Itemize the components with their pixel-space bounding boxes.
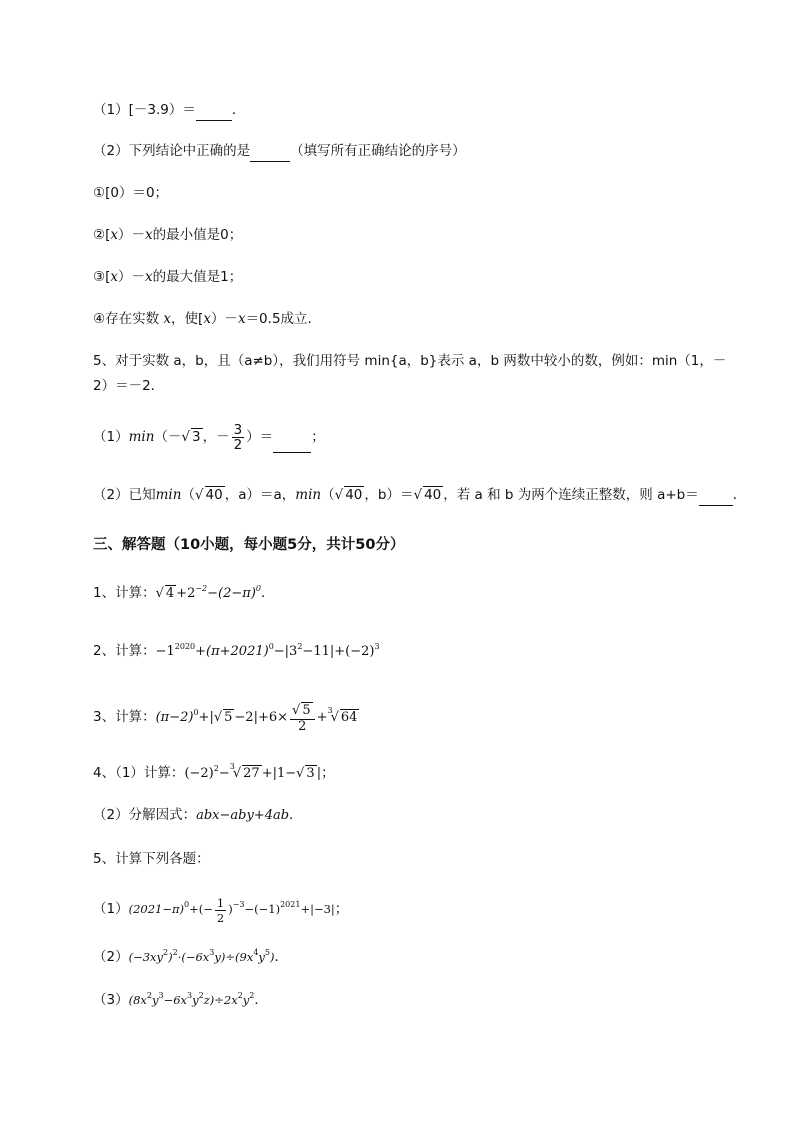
sqrt-4: 4 (165, 586, 175, 601)
sqrt-40: 40 (205, 487, 223, 503)
conclusion-3: ③[x）－x的最大值是1； (93, 269, 243, 285)
cbrt-27: 27 (243, 766, 260, 781)
sqrt-40: 40 (424, 487, 442, 503)
q5-part2: （2）已知min（√ 40 ，a）＝a，min（√ 40 ，b）＝√ 40 ，若 a 和 b 为两个连续正整数，则 a+b＝ ． (93, 485, 746, 506)
calc-4-part1: 4、（1）计算：$(-2)^2-^3√$ 27 +|1−√ 3 |； (93, 762, 335, 781)
calc-3: 3、计算：$(\pi-2)^0+|√$ 5 −2|+6× $\frac{√ 5}{2}$ +$^3$√ 64 (93, 702, 358, 734)
part-1-question: （1）[－3.9）＝ ． (93, 100, 245, 121)
cbrt-64: 64 (340, 710, 358, 725)
conclusion-2: ②[x）－x的最小值是0； (93, 227, 243, 243)
fraction-3-over-2: $\frac{3}{2}$ (233, 421, 243, 453)
sqrt-3: 3 (192, 429, 201, 445)
answer-blank[interactable] (250, 141, 290, 162)
calc-1: 1、计算：√ $4 +2^{-2}-(2-\pi)^0$． (93, 584, 275, 601)
answer-blank[interactable] (273, 422, 311, 453)
sqrt-3: 3 (306, 766, 315, 781)
q5-part1: （1）min（－√ 3 ，－ $\frac{3}{2}$ ）＝ ； (93, 421, 325, 453)
q5-stem-line2: 2）＝－2． (93, 378, 165, 394)
conclusion-4: ④存在实数 x，使[x）－x＝0.5成立． (93, 311, 322, 327)
fraction-1-over-2: $\frac{1}{2}$ (216, 895, 225, 925)
sqrt-40: 40 (345, 487, 363, 503)
part-2-question: （2）下列结论中正确的是 （填写所有正确结论的序号） (93, 141, 466, 162)
calc-4-part2: （2）分解因式：abx−aby+4ab． (93, 807, 303, 823)
calc-2: 2、计算：$-1^{2020}+(\pi+2021)^0-|3^2-11|+(-2)^3$ (93, 642, 380, 659)
conclusion-1: ①[0）＝0； (93, 185, 169, 201)
calc-5-part2: $(2)(-3xy^2)^2\cdot(-6x^3y)\div(9x^4y^5)$． (93, 948, 288, 965)
answer-blank[interactable] (699, 485, 733, 506)
section-heading: 三、解答题（10小题，每小题5分，共计50分） (93, 537, 405, 553)
sqrt-5: 5 (224, 710, 233, 725)
calc-5-stem: 5、计算下列各题： (93, 851, 210, 867)
calc-5-part3: $(3)(8x^2y^3-6x^3y^2z)\div 2x^2y^2$． (93, 991, 268, 1008)
calc-5-part1: $(1)(2021-\pi)^0+(-$ $\frac{1}{2}$ )$^{-3}-(-1)^{2021}+|-3|$； (93, 895, 349, 925)
fraction-sqrt5-over-2: $\frac{√ 5}{2}$ (290, 702, 315, 734)
q5-stem-line1: 5、对于实数 a，b，且（a≠b），我们用符号 min{a，b}表示 a，b 两数中较小的数，例如：min（1，－ (93, 353, 727, 369)
answer-blank[interactable] (196, 100, 232, 121)
